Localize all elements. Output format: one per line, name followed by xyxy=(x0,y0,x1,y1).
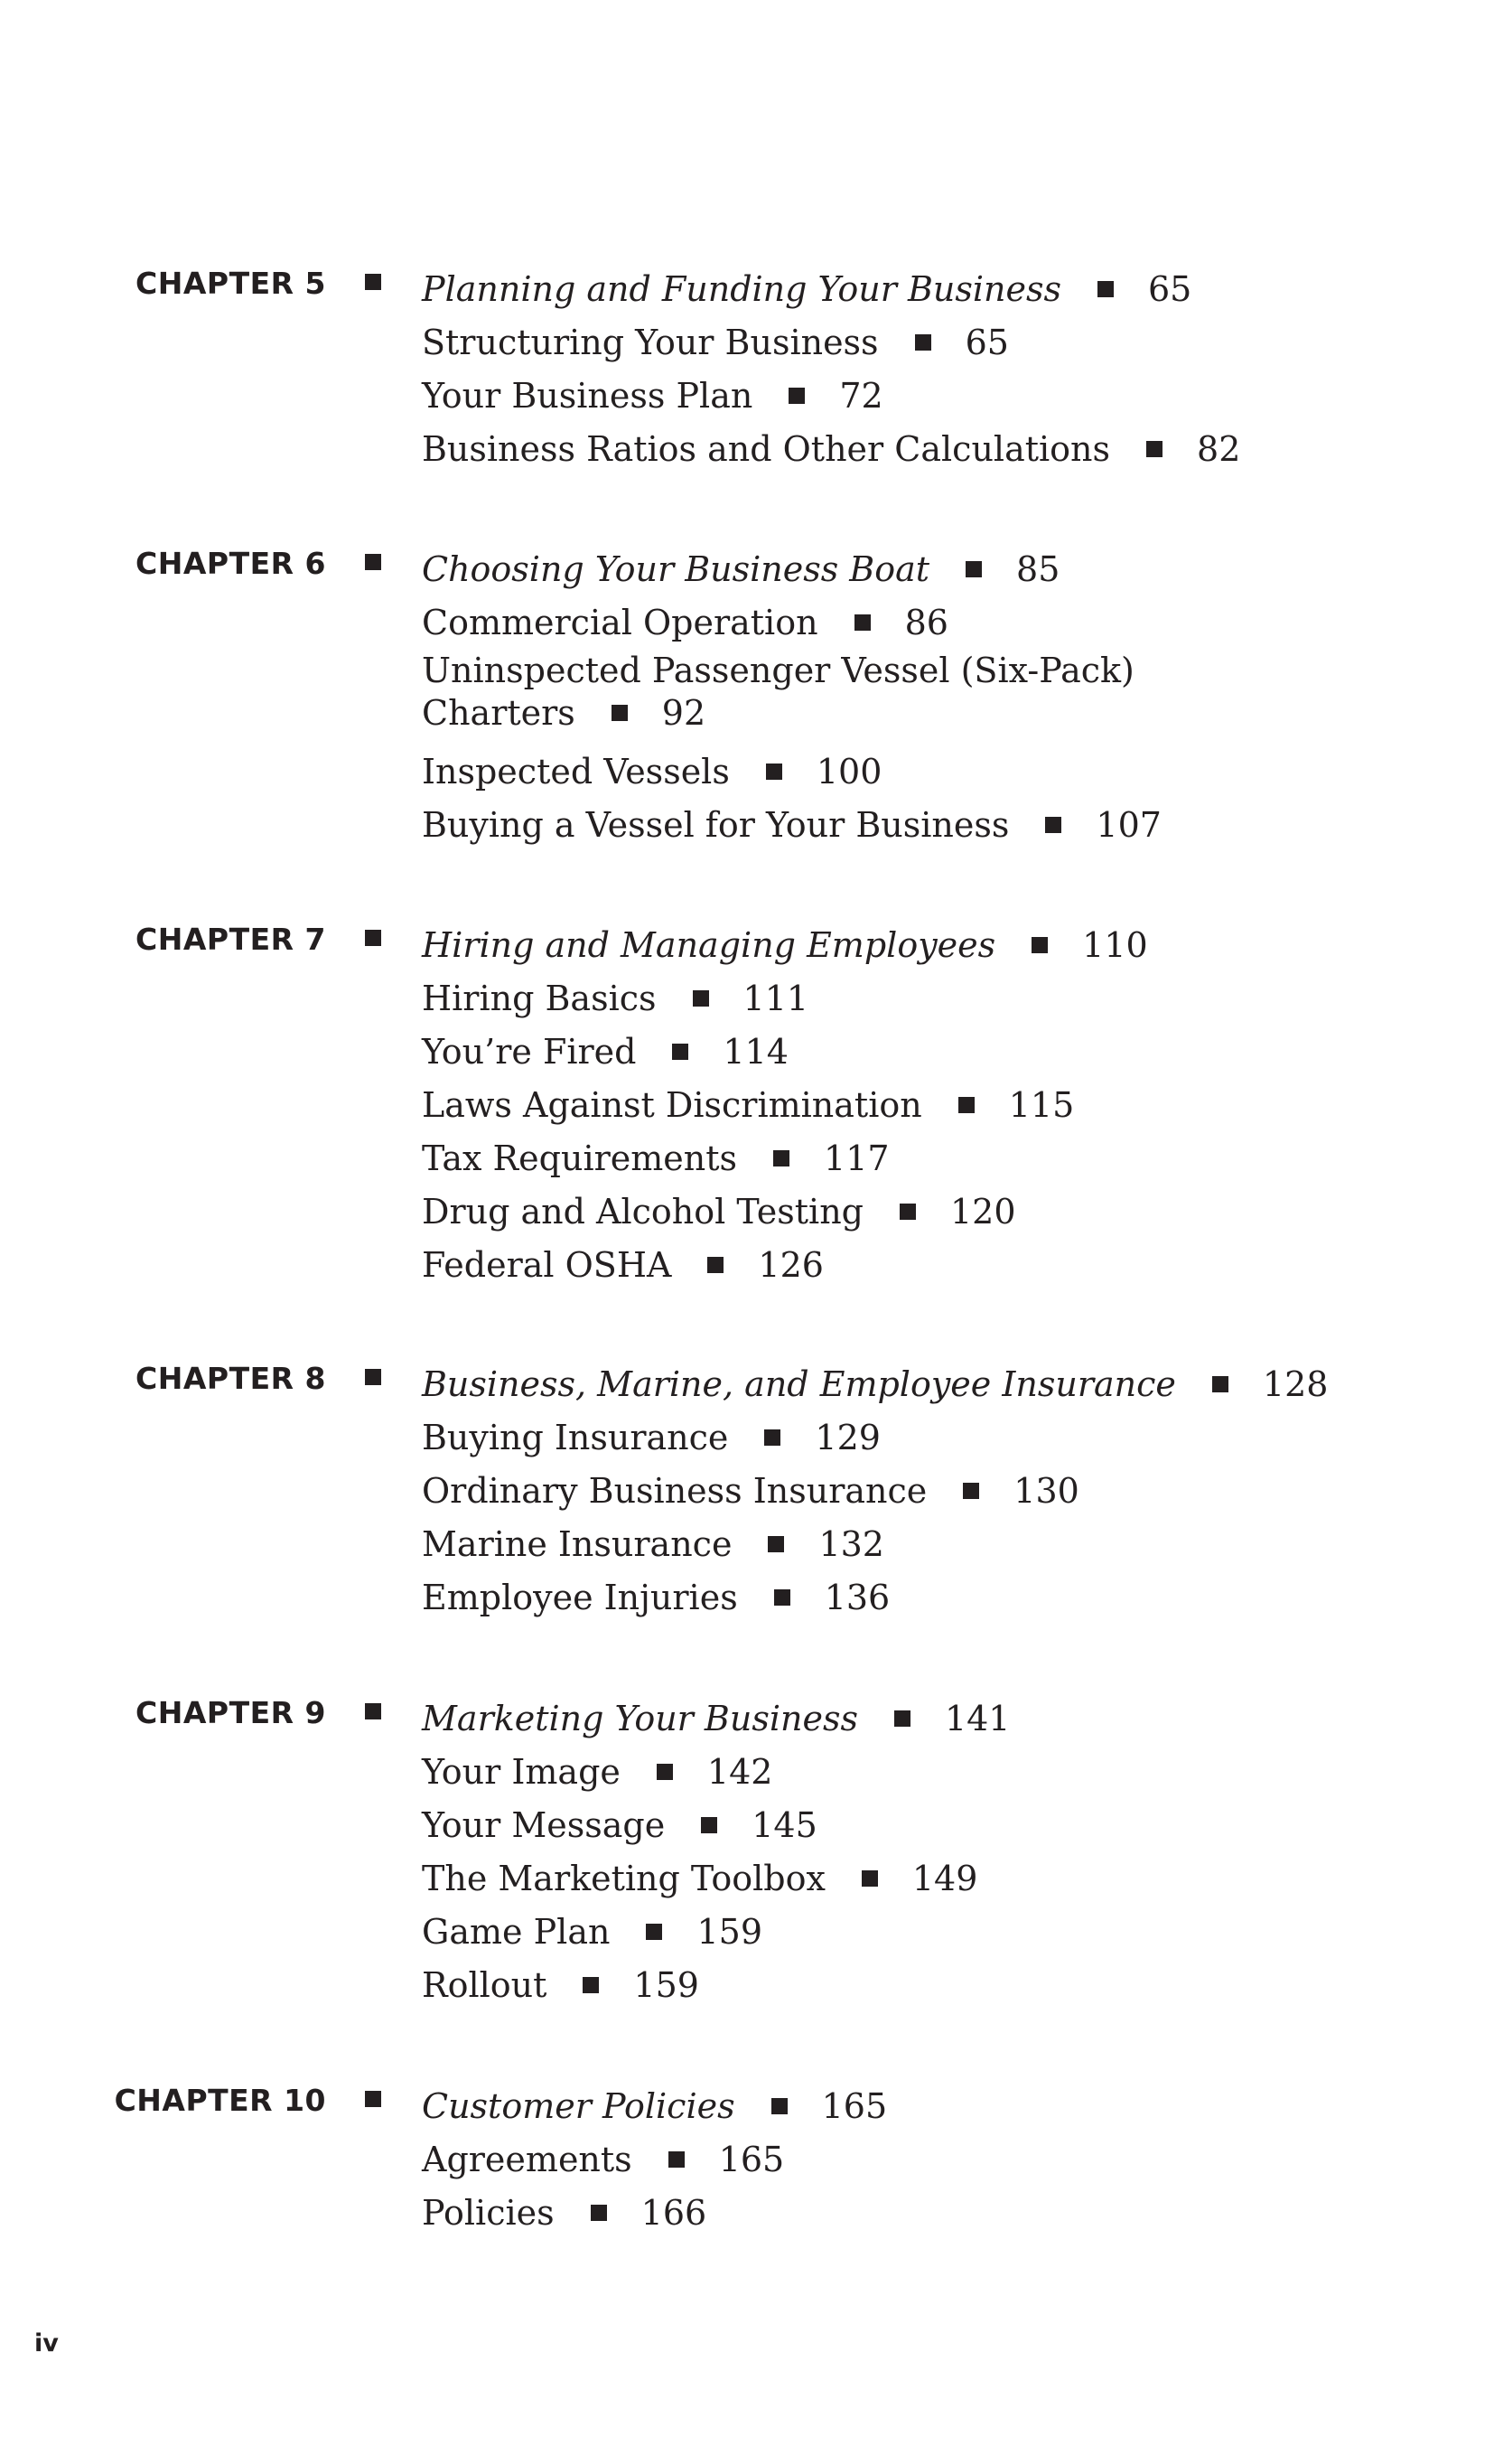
section-entry[interactable] xyxy=(422,370,1461,423)
section-entry[interactable] xyxy=(422,1746,1461,1799)
page-number: 72 xyxy=(839,376,883,416)
page-number: 129 xyxy=(815,1418,881,1457)
separator-bullet xyxy=(668,2151,685,2168)
separator-bullet xyxy=(1045,817,1061,833)
chapter-title-entry[interactable] xyxy=(422,2080,1461,2133)
section-title: Rollout xyxy=(422,1965,547,2005)
chapter-title-entry[interactable] xyxy=(422,543,1461,596)
section-entry[interactable] xyxy=(422,1959,1461,2012)
page-number: 85 xyxy=(1016,549,1060,589)
separator-bullet xyxy=(1032,937,1048,953)
separator-bullet xyxy=(672,1044,688,1060)
section-entry[interactable] xyxy=(422,650,1461,745)
chapter-bullet xyxy=(365,554,381,570)
chapter-title: Marketing Your Business xyxy=(422,1699,858,1738)
separator-bullet xyxy=(1212,1376,1228,1392)
page-number: 145 xyxy=(752,1805,817,1845)
section-title: Your Business Plan xyxy=(422,376,753,416)
chapter-label: CHAPTER 5 xyxy=(135,266,326,301)
separator-bullet xyxy=(774,1589,790,1606)
section-entry[interactable] xyxy=(422,596,1461,650)
page-number: 100 xyxy=(816,752,882,792)
chapter-label: CHAPTER 6 xyxy=(135,546,326,581)
section-title: Structuring Your Business xyxy=(422,323,879,362)
section-entry[interactable] xyxy=(422,1465,1461,1518)
chapter-bullet xyxy=(365,2091,381,2107)
section-title: Federal OSHA xyxy=(422,1245,672,1285)
section-entry[interactable] xyxy=(422,1906,1461,1959)
chapter-entries xyxy=(422,543,1461,852)
page-folio: iv xyxy=(34,2329,59,2357)
section-title: Hiring Basics xyxy=(422,979,657,1018)
separator-bullet xyxy=(862,1870,878,1887)
separator-bullet xyxy=(1097,281,1114,297)
separator-bullet xyxy=(646,1924,662,1940)
separator-bullet xyxy=(591,2205,607,2221)
separator-bullet xyxy=(768,1536,784,1552)
separator-bullet xyxy=(1146,441,1163,457)
separator-bullet xyxy=(766,764,782,780)
section-title: Commercial Operation xyxy=(422,603,818,642)
chapter-label: CHAPTER 8 xyxy=(135,1361,326,1396)
section-entry[interactable] xyxy=(422,972,1461,1026)
page-number: 165 xyxy=(821,2086,888,2126)
chapter-title-entry[interactable] xyxy=(422,919,1461,972)
chapter-bullet xyxy=(365,274,381,290)
separator-bullet xyxy=(963,1483,979,1499)
separator-bullet xyxy=(900,1204,916,1220)
section-title: Marine Insurance xyxy=(422,1524,733,1564)
section-entry[interactable] xyxy=(422,1079,1461,1132)
chapter-entries xyxy=(422,1692,1461,2012)
page-number: 166 xyxy=(640,2193,707,2233)
section-entry[interactable] xyxy=(422,1852,1461,1906)
chapter-entries xyxy=(422,263,1461,476)
section-title: Game Plan xyxy=(422,1912,611,1952)
section-title: Tax Requirements xyxy=(422,1138,738,1178)
separator-bullet xyxy=(657,1764,673,1780)
chapter-title: Planning and Funding Your Business xyxy=(422,269,1061,309)
section-entry[interactable] xyxy=(422,745,1461,799)
separator-bullet xyxy=(915,334,931,351)
separator-bullet xyxy=(894,1710,910,1727)
section-entry[interactable] xyxy=(422,1239,1461,1292)
chapter-title: Business, Marine, and Employee Insurance xyxy=(422,1364,1176,1404)
page-number: 110 xyxy=(1082,925,1148,965)
page-number: 132 xyxy=(818,1524,884,1564)
chapter-bullet xyxy=(365,1703,381,1719)
separator-bullet xyxy=(583,1977,599,1993)
chapter-label: CHAPTER 10 xyxy=(114,2083,326,2118)
section-entry[interactable] xyxy=(422,1571,1461,1625)
chapter-title: Choosing Your Business Boat xyxy=(422,549,930,589)
section-title: Policies xyxy=(422,2193,555,2233)
page-number: 65 xyxy=(965,323,1009,362)
chapter-title-entry[interactable] xyxy=(422,1358,1461,1411)
section-entry[interactable] xyxy=(422,1799,1461,1852)
page-number: 141 xyxy=(944,1699,1011,1738)
section-title-line-1: Uninspected Passenger Vessel (Six-Pack) xyxy=(422,651,1135,690)
section-entry[interactable] xyxy=(422,1518,1461,1571)
separator-bullet xyxy=(612,705,628,721)
separator-bullet xyxy=(966,561,982,577)
section-title: Laws Against Discrimination xyxy=(422,1085,922,1125)
section-entry[interactable] xyxy=(422,316,1461,370)
section-entry[interactable] xyxy=(422,423,1461,476)
separator-bullet xyxy=(958,1097,975,1113)
section-title: Employee Injuries xyxy=(422,1578,738,1617)
page-number: 126 xyxy=(758,1245,824,1285)
section-entry[interactable] xyxy=(422,1185,1461,1239)
section-title: Drug and Alcohol Testing xyxy=(422,1192,864,1232)
page-number: 82 xyxy=(1197,429,1241,469)
section-entry[interactable] xyxy=(422,1026,1461,1079)
separator-bullet xyxy=(764,1429,780,1446)
section-title: You’re Fired xyxy=(422,1032,637,1072)
separator-bullet xyxy=(701,1817,717,1833)
page-number: 65 xyxy=(1147,269,1192,309)
chapter-title: Hiring and Managing Employees xyxy=(422,925,996,965)
chapter-bullet xyxy=(365,1369,381,1385)
chapter-entries xyxy=(422,2080,1461,2240)
separator-bullet xyxy=(773,1150,789,1166)
page-number: 149 xyxy=(911,1859,978,1898)
chapter-entries xyxy=(422,919,1461,1292)
chapter-title-entry[interactable] xyxy=(422,1692,1461,1746)
page-number: 114 xyxy=(723,1032,789,1072)
page-number: 111 xyxy=(742,979,809,1018)
section-title xyxy=(422,651,1461,735)
separator-bullet xyxy=(693,990,709,1007)
page-number: 165 xyxy=(718,2140,785,2179)
page-number: 86 xyxy=(904,603,948,642)
chapter-label: CHAPTER 9 xyxy=(135,1695,326,1730)
chapter-bullet xyxy=(365,930,381,946)
section-title: Inspected Vessels xyxy=(422,752,730,792)
section-title: Your Message xyxy=(422,1805,666,1845)
section-entry[interactable] xyxy=(422,799,1461,852)
separator-bullet xyxy=(771,2098,788,2114)
page-number: 159 xyxy=(633,1965,699,2005)
separator-bullet xyxy=(854,614,871,631)
page-number: 92 xyxy=(661,693,706,733)
page-number: 115 xyxy=(1008,1085,1075,1125)
section-title: Agreements xyxy=(422,2140,632,2179)
chapter-title-entry[interactable] xyxy=(422,263,1461,316)
section-entry[interactable] xyxy=(422,1411,1461,1465)
section-title: Buying Insurance xyxy=(422,1418,729,1457)
section-entry[interactable] xyxy=(422,2133,1461,2187)
page-number: 107 xyxy=(1096,805,1162,845)
page-number: 136 xyxy=(824,1578,891,1617)
chapter-label: CHAPTER 7 xyxy=(135,922,326,957)
page-number: 142 xyxy=(706,1752,773,1792)
chapter-entries xyxy=(422,1358,1461,1625)
section-entry[interactable] xyxy=(422,1132,1461,1185)
page-number: 130 xyxy=(1013,1471,1079,1511)
page-number: 128 xyxy=(1262,1364,1329,1404)
section-title: Ordinary Business Insurance xyxy=(422,1471,928,1511)
separator-bullet xyxy=(707,1257,724,1273)
separator-bullet xyxy=(789,388,805,404)
chapter-title: Customer Policies xyxy=(422,2086,735,2126)
section-title-line-2: Charters xyxy=(422,693,575,733)
section-title: Buying a Vessel for Your Business xyxy=(422,805,1010,845)
page-number: 120 xyxy=(950,1192,1016,1232)
page-number: 117 xyxy=(824,1138,890,1178)
section-title: Business Ratios and Other Calculations xyxy=(422,429,1111,469)
page-number: 159 xyxy=(696,1912,762,1952)
section-entry[interactable] xyxy=(422,2187,1461,2240)
section-title: The Marketing Toolbox xyxy=(422,1859,826,1898)
section-title: Your Image xyxy=(422,1752,621,1792)
